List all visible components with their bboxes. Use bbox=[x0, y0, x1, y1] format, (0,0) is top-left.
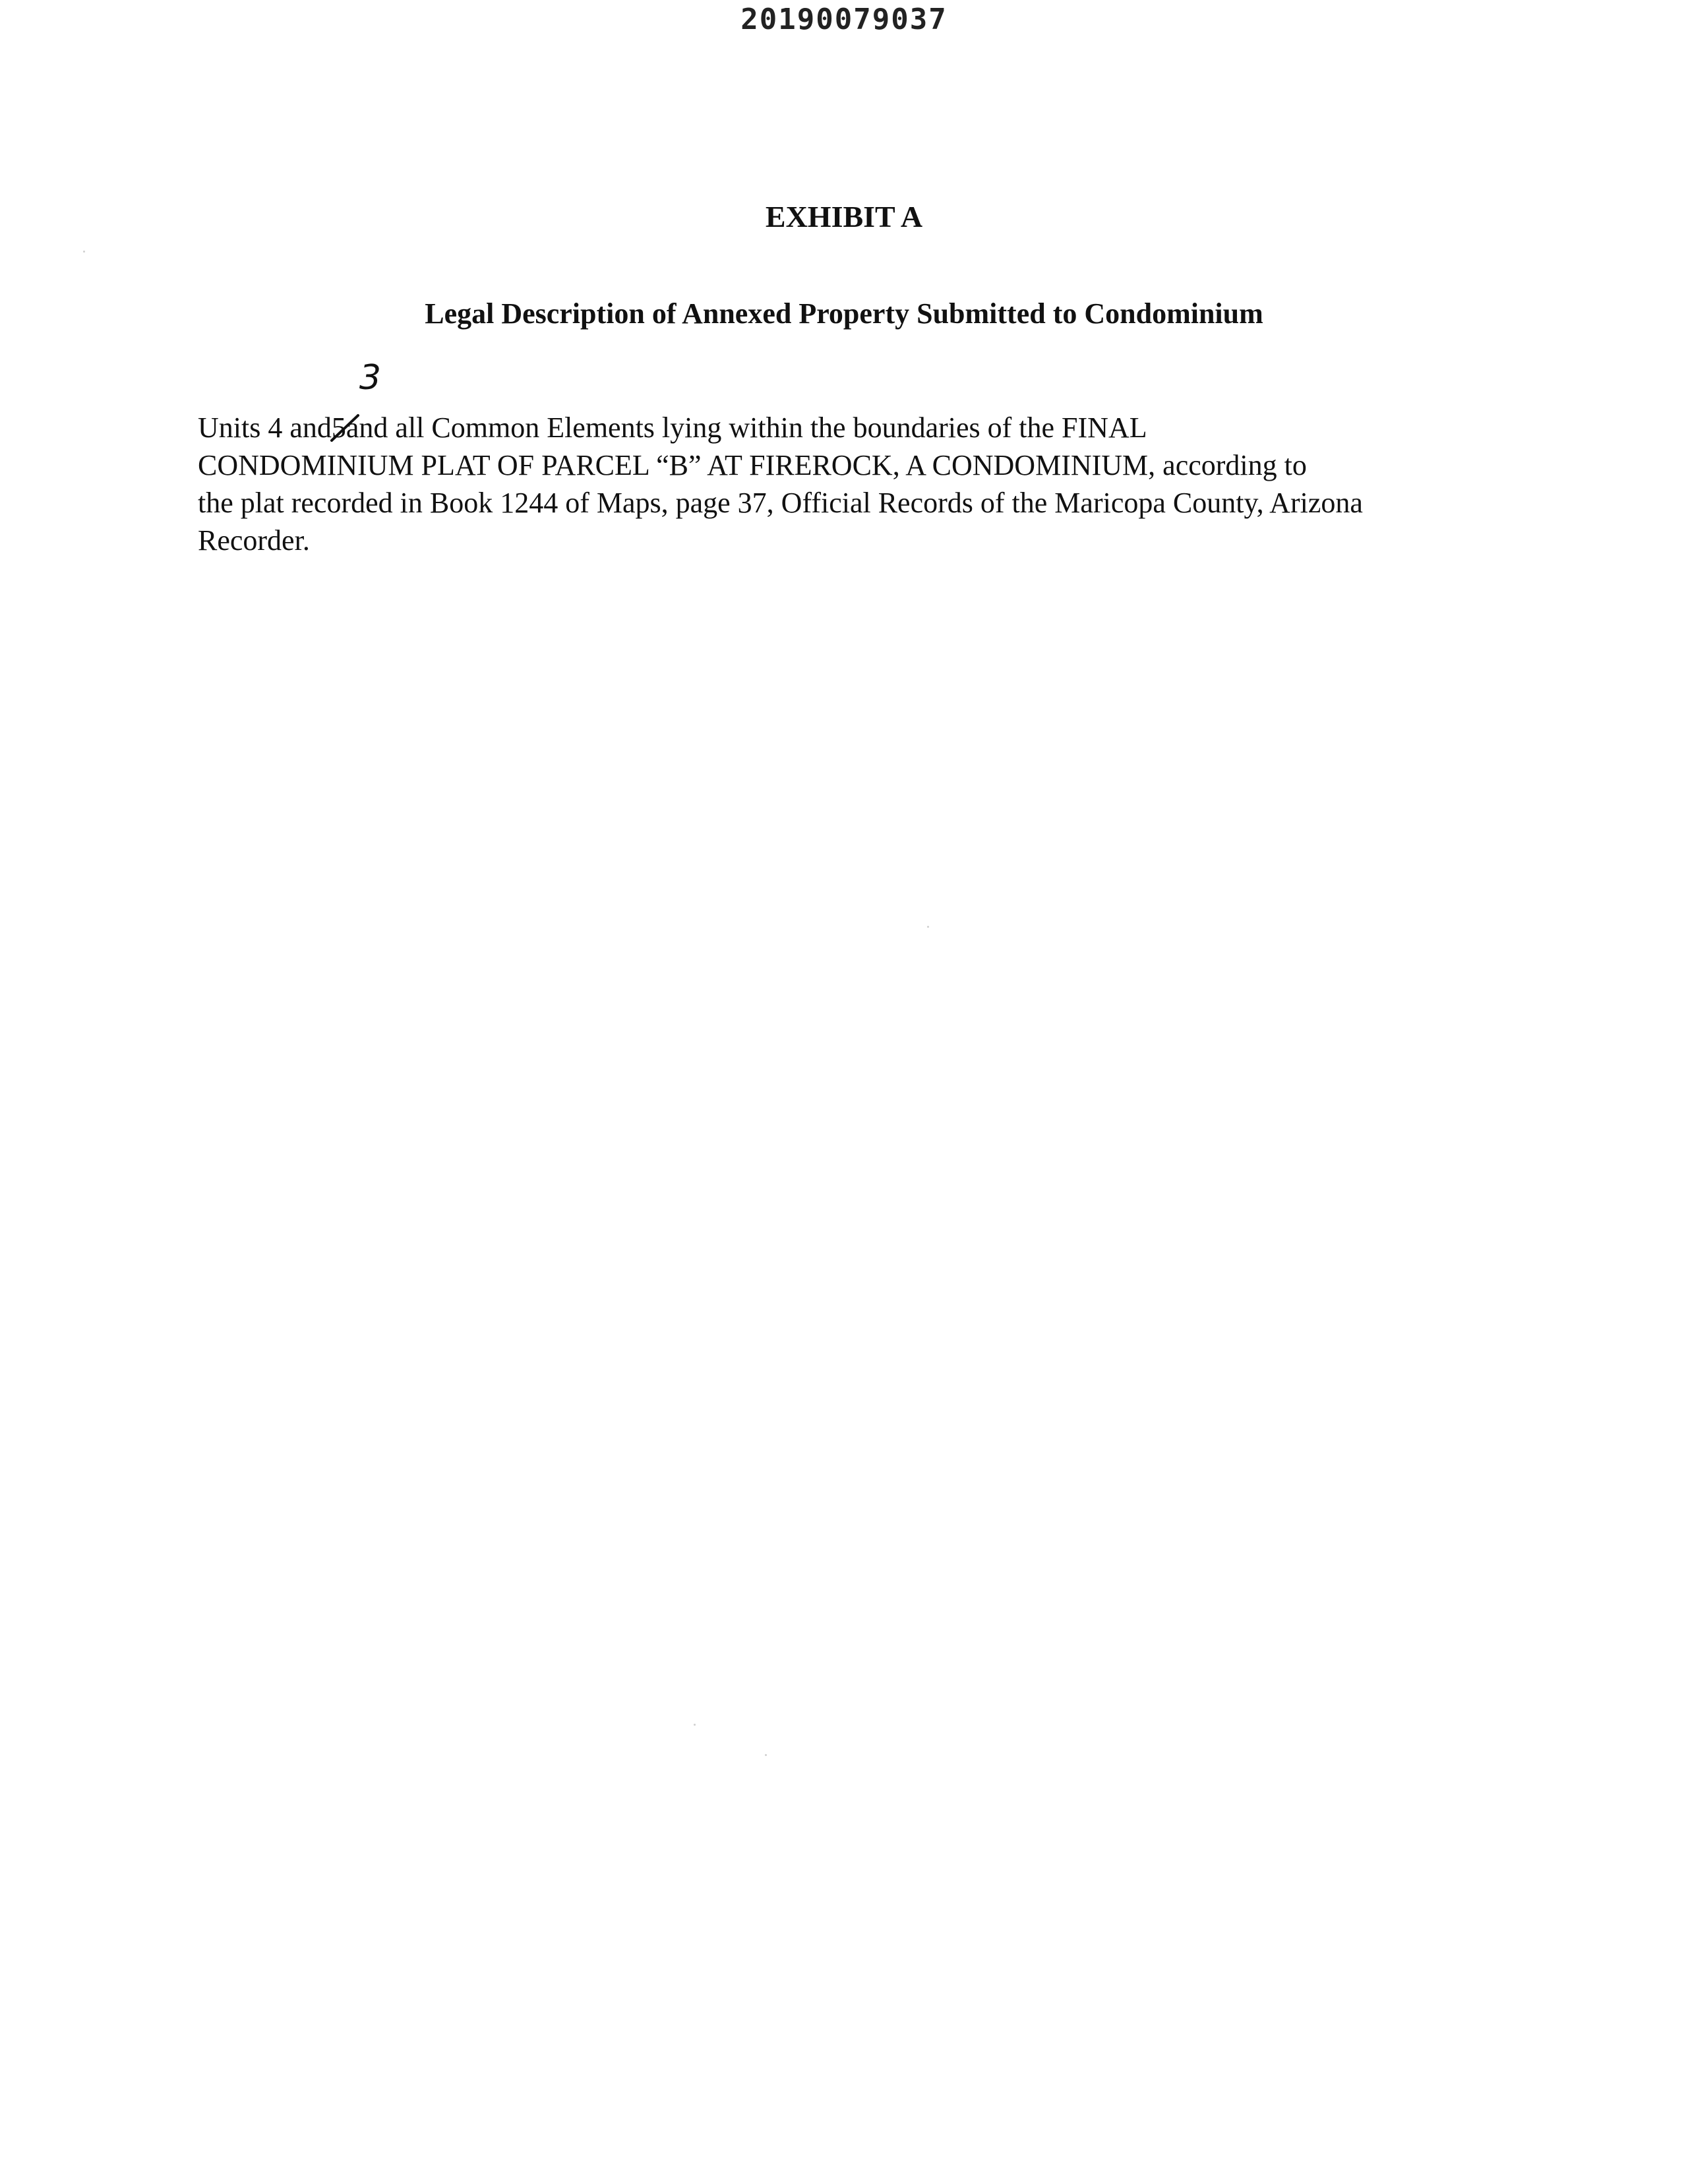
scan-speck bbox=[83, 251, 85, 253]
recording-number: 20190079037 bbox=[740, 3, 948, 36]
exhibit-subtitle: Legal Description of Annexed Property Submitted to Condominium bbox=[425, 297, 1263, 330]
scan-speck bbox=[694, 1724, 696, 1726]
struck-unit-number: 5 bbox=[331, 411, 346, 444]
legal-description-line-2: CONDOMINIUM PLAT OF PARCEL “B” AT FIREROCK, A CONDOMINIUM, according to bbox=[198, 449, 1307, 481]
units-suffix: and all Common Elements lying within the boundaries of the FINAL bbox=[346, 411, 1147, 444]
handwritten-unit-number: 3 bbox=[359, 358, 381, 398]
units-prefix: Units 4 and bbox=[198, 411, 332, 444]
legal-description-line-3: the plat recorded in Book 1244 of Maps, page 37, Official Records of the Maricopa County, Arizona bbox=[198, 487, 1363, 519]
legal-description-line-4: Recorder. bbox=[198, 524, 310, 557]
unit-number-correction bbox=[331, 358, 381, 446]
scan-speck bbox=[765, 1754, 767, 1756]
legal-description bbox=[198, 358, 1517, 559]
legal-description-line-1 bbox=[198, 358, 1517, 446]
exhibit-title: EXHIBIT A bbox=[765, 200, 923, 233]
scan-speck bbox=[927, 926, 929, 928]
